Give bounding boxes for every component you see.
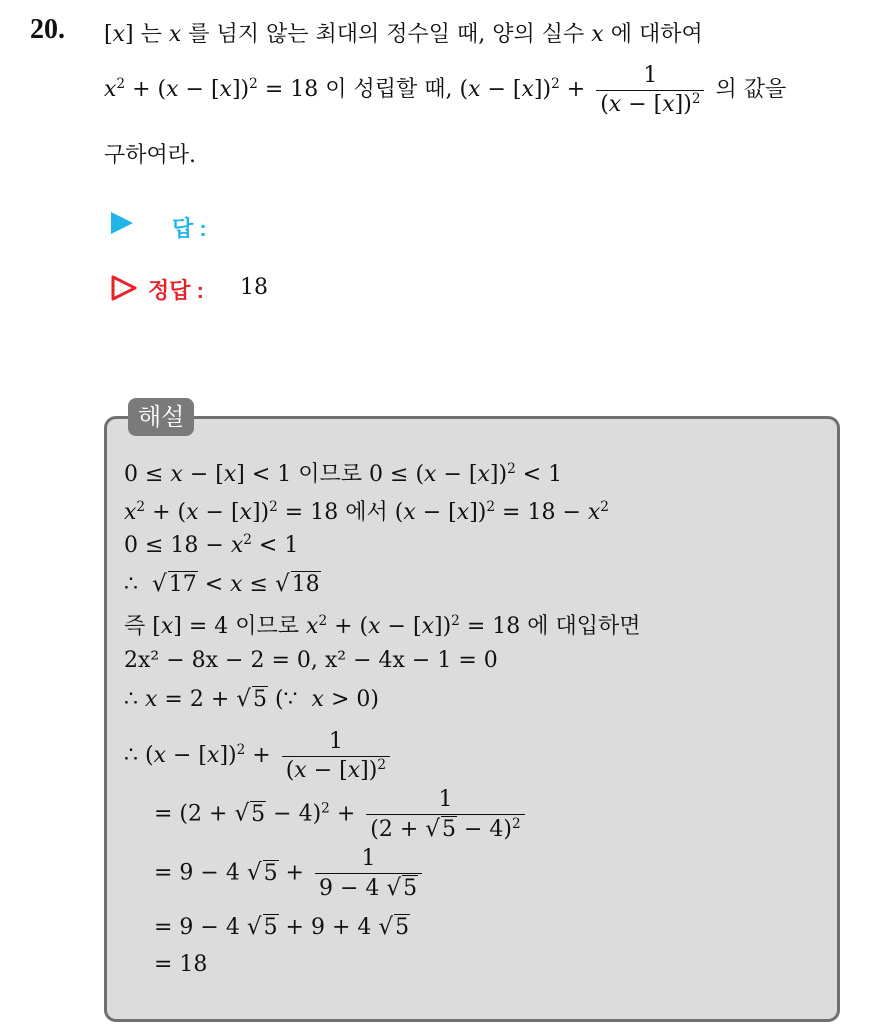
question-line-2: $x^2 + (x - [x])^2 = 18$ 이 성립할 때, $(x - [x])^2$ + $\frac{1}{(x - [x])^2}$ 의 값을 (104, 63, 787, 117)
solution-line-2: $x^2 + (x - [x])^2 = 18$ 에서 $(x - [x])^2 = 18 - x^2$ (124, 498, 609, 525)
solution-line-6: 2x² − 8x − 2 = 0, x² − 4x − 1 = 0 (124, 648, 498, 673)
solution-line-4: ∴ √17 < x ≤ √18 (124, 571, 320, 597)
question-number: 20. (30, 14, 65, 45)
solution-line-5: 즉 [x] = 4 이므로 $x^2 + (x - [x])^2 = 18$ 에 대입하면 (124, 612, 641, 639)
question-line-3: 구하여라. (104, 143, 197, 168)
answer-arrow-icon (111, 212, 133, 234)
solution-line-11: = 9 − 4 √5 + 9 + 4 √5 (154, 914, 410, 940)
solution-line-10: = 9 − 4 √5 + $\frac{1}{9 - 4 √5}$ (154, 845, 426, 902)
correct-value: 18 (240, 275, 268, 300)
solution-line-3: $0 \le 18 - x^2 < 1$ (124, 531, 299, 558)
solution-final: = 18 (154, 952, 208, 977)
solution-line-8: ∴ $(x - [x])^2$ + $\frac{1}{(x - [x])^2}$ (124, 728, 394, 784)
question-line-1: [x] 는 x 를 넘지 않는 최대의 정수일 때, 양의 실수 x 에 대하여 (104, 22, 703, 47)
solution-line-9: = $(2 + √5 - 4)^2$ + $\frac{1}{(2 + √5 - 4)^2}$ (154, 786, 529, 843)
fraction: $\frac{1}{(x - [x])^2}$ (596, 62, 704, 118)
solution-line-1: 0 ≤ x − [x] < 1 이므로 $0 \le (x - [x])^2 < 1$ (124, 460, 563, 487)
answer-label: 답 : (172, 216, 207, 241)
equation-rhs: = 18 (264, 77, 319, 102)
solution-tag: 해설 (128, 398, 194, 436)
solution-line-7: ∴ x = 2 + √5 (∵ x > 0) (124, 686, 379, 712)
correct-arrow-icon (110, 274, 138, 306)
correct-label: 정답 : (148, 278, 204, 303)
